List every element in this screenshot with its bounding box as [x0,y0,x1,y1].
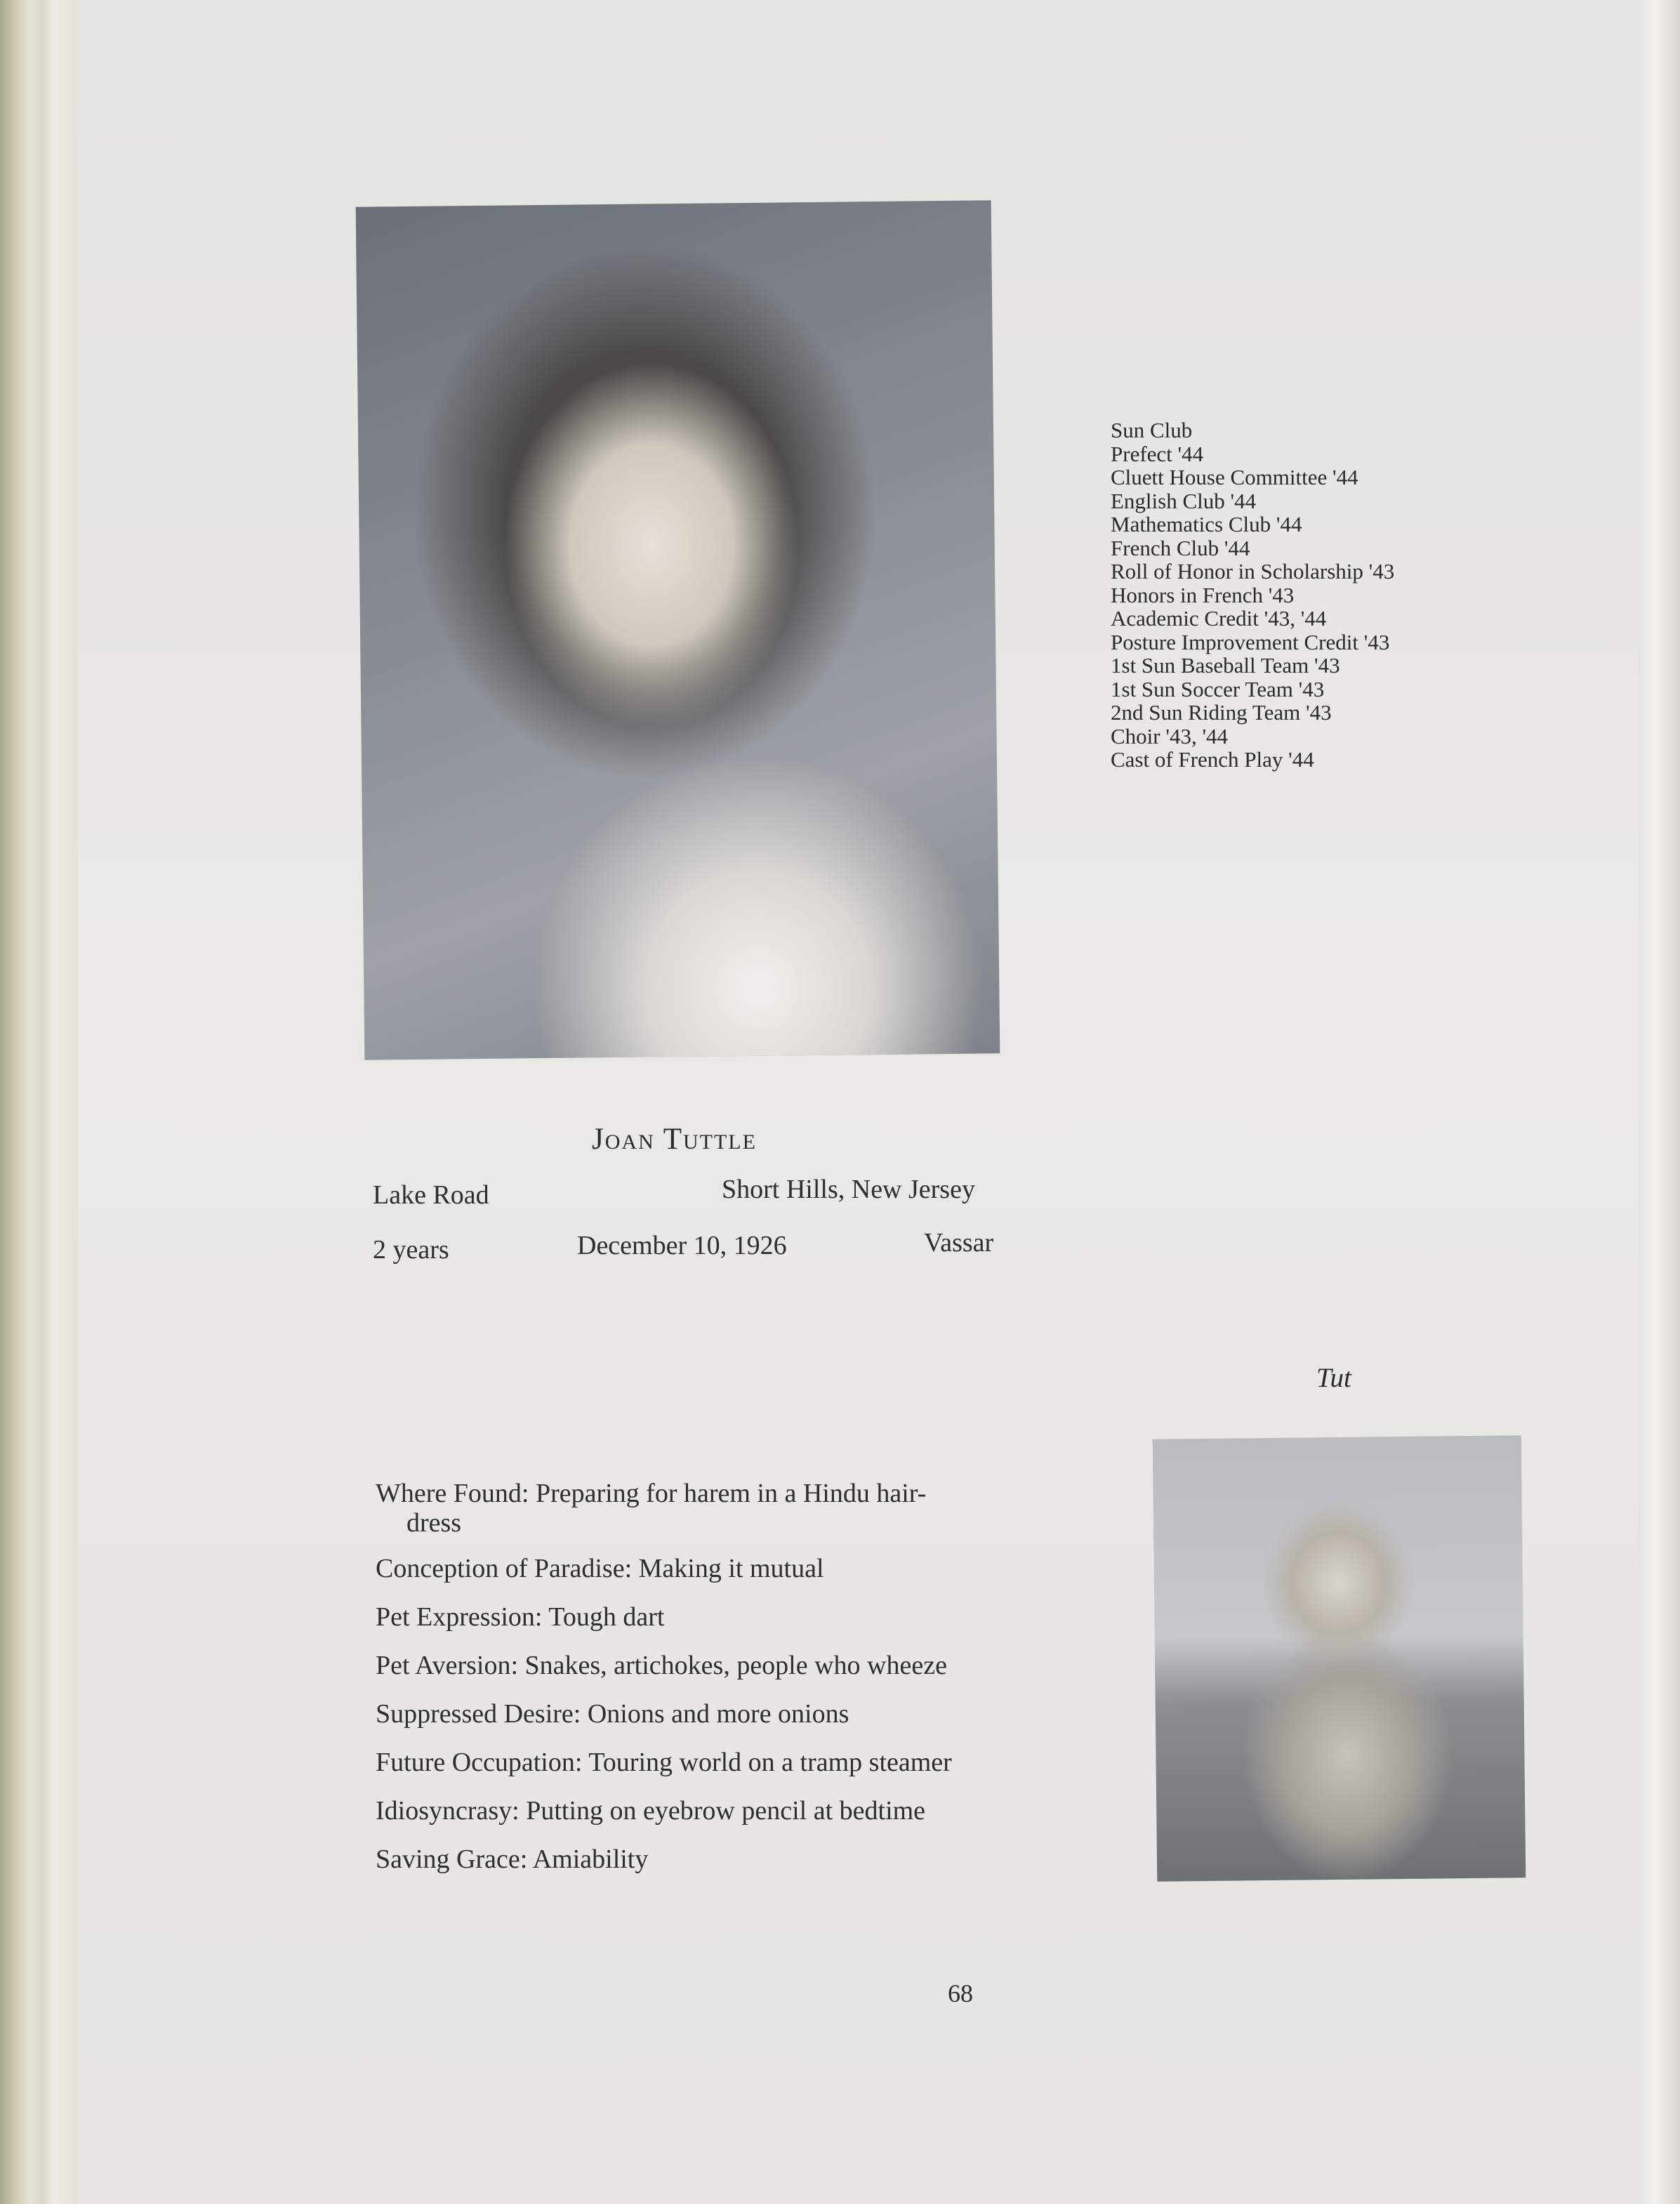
page-number: 68 [948,1979,973,2007]
student-name: Joan Tuttle [592,1123,757,1156]
facing-page-edge [1638,0,1680,2204]
student-town: Short Hills, New Jersey [722,1175,975,1204]
activity-item: Cluett House Committee '44 [1111,465,1358,489]
student-address: Lake Road [373,1180,489,1210]
entry-idiosyncrasy: Idiosyncrasy: Putting on eyebrow pencil at bedtime [376,1796,926,1826]
entry-pet-aversion: Pet Aversion: Snakes, artichokes, people who wheeze [376,1651,947,1680]
activity-item: Posture Improvement Credit '43 [1111,629,1390,654]
birth-date: December 10, 1926 [577,1231,787,1260]
senior-portrait-photo [356,200,1000,1060]
activity-item: Choir '43, '44 [1111,723,1229,748]
activity-item: Roll of Honor in Scholarship '43 [1111,559,1395,583]
activity-item: Cast of French Play '44 [1111,747,1314,772]
activities-list [1111,418,1394,772]
entry-saving-grace: Saving Grace: Amiability [376,1845,649,1874]
entry-future-occupation: Future Occupation: Touring world on a tramp steamer [376,1748,952,1777]
activity-item: 1st Sun Baseball Team '43 [1111,653,1340,678]
entry-where-found: Where Found: Preparing for harem in a Hindu hair- [376,1479,927,1508]
activity-item: Honors in French '43 [1111,582,1295,607]
entry-pet-expression: Pet Expression: Tough dart [376,1602,665,1632]
activity-item: Sun Club [1111,418,1193,442]
personality-entries [376,1470,952,1884]
activity-item: 2nd Sun Riding Team '43 [1111,700,1332,725]
entry-conception-of-paradise: Conception of Paradise: Making it mutual [376,1554,824,1583]
yearbook-page [77,0,1639,2204]
college: Vassar [924,1228,994,1258]
activity-item: English Club '44 [1111,488,1257,513]
activity-item: French Club '44 [1111,535,1250,560]
activity-item: Prefect '44 [1111,441,1204,466]
entry-where-found-continuation: dress [406,1508,462,1538]
nickname: Tut [1316,1363,1351,1393]
baby-photo [1153,1435,1526,1881]
entry-suppressed-desire: Suppressed Desire: Onions and more onions [376,1699,849,1729]
activity-item: Mathematics Club '44 [1111,512,1302,536]
book-page-edges [0,0,77,2204]
activity-item: Academic Credit '43, '44 [1111,606,1327,631]
activity-item: 1st Sun Soccer Team '43 [1111,676,1325,701]
years-attended: 2 years [373,1235,449,1265]
